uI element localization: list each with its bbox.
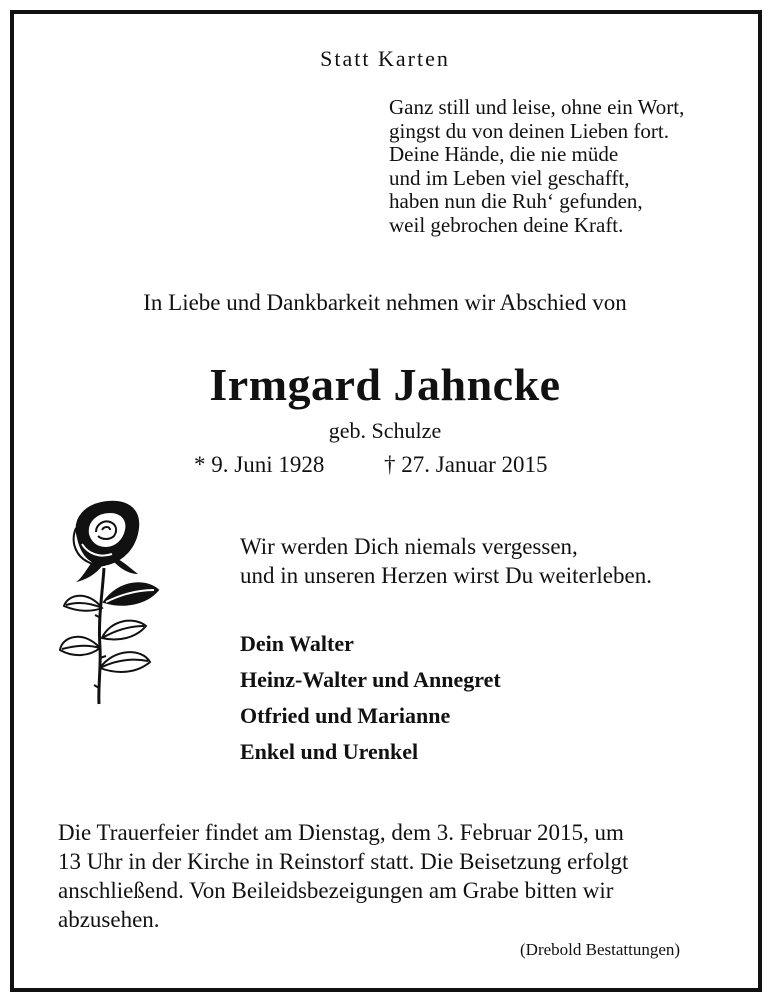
mourners-list	[240, 626, 501, 770]
remembrance-line: Wir werden Dich niemals vergessen,	[240, 534, 578, 559]
remembrance-text	[240, 532, 652, 590]
funeral-line: 13 Uhr in der Kirche in Reinstorf statt. Die Beisetzung erfolgt	[58, 849, 629, 874]
poem-line: Deine Hände, die nie müde	[389, 142, 619, 166]
poem	[389, 96, 684, 237]
poem-line: weil gebrochen deine Kraft.	[389, 212, 624, 237]
poem-line: Ganz still und leise, ohne ein Wort,	[389, 95, 685, 119]
mourner: Heinz-Walter und Annegret	[240, 667, 501, 692]
undertaker-credit: (Drebold Bestattungen)	[520, 940, 681, 959]
header-statt-karten: Statt Karten	[320, 46, 450, 71]
intro-text: In Liebe und Dankbarkeit nehmen wir Abschied von	[143, 290, 627, 315]
maiden-name: geb. Schulze	[328, 418, 442, 443]
rose-icon	[58, 498, 170, 710]
funeral-notice	[58, 818, 628, 934]
mourner: Enkel und Urenkel	[240, 739, 419, 764]
poem-line: haben nun die Ruh‘ gefunden,	[389, 189, 643, 213]
death-date: † 27. Januar 2015	[384, 452, 548, 477]
deceased-name: Irmgard Jahncke	[209, 359, 561, 410]
poem-line: gingst du von deinen Lieben fort.	[389, 118, 669, 143]
funeral-line: abzusehen.	[58, 907, 160, 932]
poem-line: und im Leben viel geschafft,	[389, 165, 630, 190]
funeral-line: Die Trauerfeier findet am Dienstag, dem 3. Februar 2015, um	[58, 820, 624, 845]
birth-date: * 9. Juni 1928	[194, 452, 325, 477]
funeral-line: anschließend. Von Beileidsbezeigungen am Grabe bitten wir	[58, 878, 614, 903]
mourner: Dein Walter	[240, 631, 354, 656]
mourner: Otfried und Marianne	[240, 703, 451, 728]
remembrance-line: und in unseren Herzen wirst Du weiterleben.	[240, 563, 652, 588]
